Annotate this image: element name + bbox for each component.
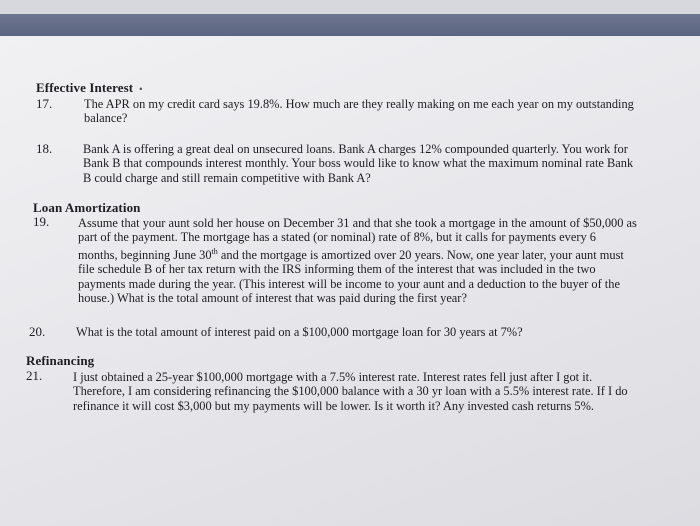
problem-19-line: payments made during the year. (This interest will be income to your aunt and a deduction to the buyer of the — [78, 276, 620, 291]
problem-18-line: Bank B that compounds interest monthly. Your boss would like to know what the maximum nominal rate Bank — [83, 156, 634, 171]
ordinal-suffix: th — [211, 246, 218, 256]
stray-mark: • — [139, 84, 143, 94]
problem-number-18: 18. — [36, 141, 53, 156]
problem-19-line: part of the payment. The mortgage has a stated (or nominal) rate of 8%, but it calls for payments every 6 — [78, 230, 596, 245]
problem-number-17: 17. — [36, 96, 53, 111]
problem-21-line: refinance it will cost $3,000 but my payments will be lower. Is it worth it? Any invested cash returns 5%. — [73, 398, 594, 413]
problem-number-20: 20. — [29, 324, 46, 339]
problem-18-line: B could charge and still remain competitive with Bank A? — [83, 170, 371, 185]
problem-20-line: What is the total amount of interest paid on a $100,000 mortgage loan for 30 years at 7%? — [76, 325, 523, 339]
problem-19-line: house.) What is the total amount of interest that was paid during the first year? — [78, 291, 467, 306]
problem-18-line: Bank A is offering a great deal on unsecured loans. Bank A charges 12% compounded quarterly. You work for — [83, 142, 628, 156]
problem-number-21: 21. — [26, 368, 43, 383]
problem-20-text — [76, 325, 523, 339]
section-heading-effective-interest: Effective Interest • — [36, 80, 143, 95]
header-rule — [0, 14, 700, 36]
problem-17-line: The APR on my credit card says 19.8%. How much are they really making on me each year on my outstanding — [84, 97, 634, 111]
problem-19-line: Assume that your aunt sold her house on December 31 and that she took a mortgage in the amount of $50,000 as — [78, 216, 637, 230]
section-heading-loan-amortization: Loan Amortization — [33, 200, 141, 215]
problem-17-text — [84, 97, 634, 126]
problem-17-line: balance? — [84, 111, 128, 126]
problem-18-text — [83, 142, 633, 185]
section-heading-refinancing: Refinancing — [26, 353, 95, 368]
problem-21-line: Therefore, I am considering refinancing the $100,000 balance with a 30 yr loan with a 5.5% interest rate. If I do — [73, 384, 628, 399]
problem-19-text — [78, 216, 637, 306]
problem-19-line: file schedule B of her tax return with the IRS informing them of the interest that was included in the two — [78, 262, 596, 277]
problem-19-line: months, beginning June 30th and the mortgage is amortized over 20 years. Now, one year later, your aunt must — [78, 246, 624, 262]
top-band — [0, 0, 700, 14]
problem-21-text — [73, 370, 628, 413]
problem-21-line: I just obtained a 25-year $100,000 mortgage with a 7.5% interest rate. Interest rates fell just after I got it. — [73, 370, 593, 384]
problem-number-19: 19. — [33, 214, 50, 229]
